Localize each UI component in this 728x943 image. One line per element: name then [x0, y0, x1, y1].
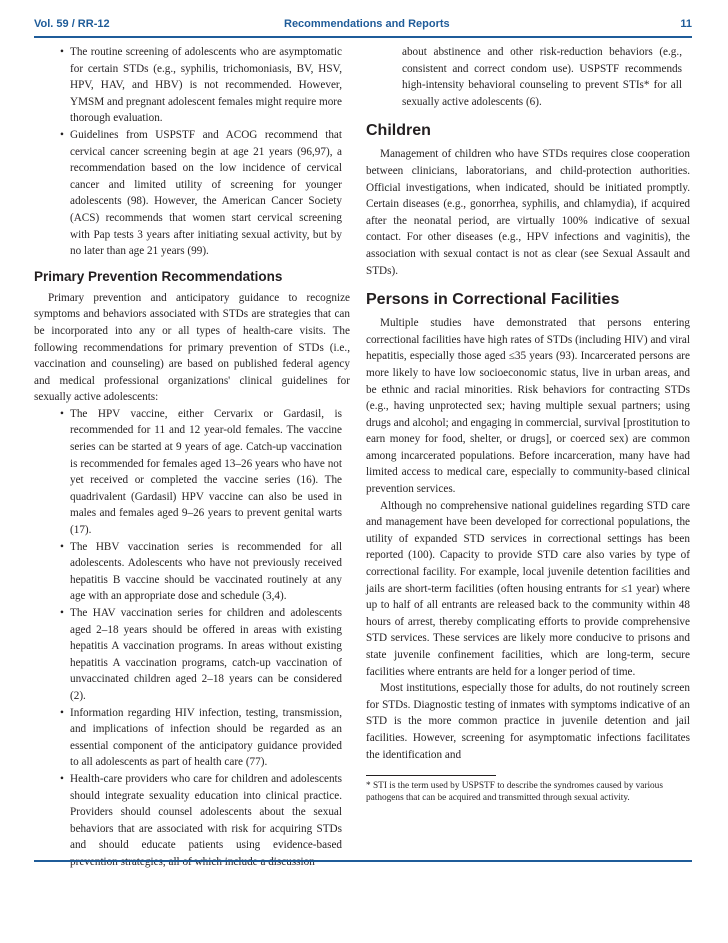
footnote-rule [366, 775, 496, 776]
correctional-paragraph-2: Although no comprehensive national guidelines regarding STD care and management have been developed for correctional populations, the utility of expanded STD services in correctional settings has been reported (100). Capacity to provide STD care also varies by type of correctional facility. For example, local juvenile detention facilities and jails are short-term facilities (often housing entrants for ≤1 year) where up to half of all entrants are released back to the community within 48 hours of arrest, thereby complicating efforts to provide comprehensive STD services. These services are likely more conducive to prisons and state juvenile confinement facilities, which are long-term, secure facilities where entrants are held for a longer period of time. [366, 499, 690, 678]
right-column [366, 44, 690, 804]
list-item: • The HPV vaccine, either Cervarix or Gardasil, is recommended for 11 and 12 year-old females. The vaccine series can be started at 9 years of age. Catch-up vaccination is recommended for females aged 13–26 years who have not yet received or completed the vaccine series (16). The quadrivalent (Gardasil) HPV vaccine can also be used in males and females aged 9–26 years to prevent genital warts (17). [34, 406, 350, 539]
list-item: • The HAV vaccination series for children and adolescents aged 2–18 years should be offered in areas with existing hepatitis A vaccination programs. In areas without existing hepatitis A vaccination programs, catch-up vaccination of unvaccinated children aged 2–18 years can be considered (2). [34, 605, 350, 705]
list-item: • Information regarding HIV infection, testing, transmission, and implications of infection should be regarded as an essential component of the anticipatory guidance provided to all adolescents as part of health care (77). [34, 705, 350, 771]
children-heading: Children [366, 122, 431, 140]
primary-prevention-intro: Primary prevention and anticipatory guidance to recognize symptoms and behaviors associated with STDs are strategies that can be incorporated into any or all types of health-care visits. The following recommendations for primary prevention of STDs (i.e., vaccination and counseling) are based on published federal agency and medical professional organizations' clinical guidelines for sexually active adolescents: [34, 291, 350, 404]
running-header [34, 14, 692, 34]
list-item: • Guidelines from USPSTF and ACOG recommend that cervical cancer screening begin at age 21 years (96,97), a recommendation based on the low incidence of cervical cancer and limited utility of screening for younger adolescents (98). However, the American Cancer Society (ACS) recommends that women start cervical screening with Pap tests 3 years after initiating sexual activity, but by no later than age 21 years (99). [34, 127, 350, 260]
children-paragraph: Management of children who have STDs requires close cooperation between clinicians, laboratorians, and child-protection authorities. Official investigations, when indicated, should be initiated promptly. Certain diseases (e.g., gonorrhea, syphilis, and chlamydia), if acquired after the neonatal period, are virtually 100% indicative of sexual contact. For other diseases (e.g., HPV infections and vaginitis), the association with sexual contact is not as clear (see Sexual Assault and STDs). [366, 148, 690, 277]
correctional-heading: Persons in Correctional Facilities [366, 291, 620, 309]
volume-label: Vol. 59 / RR-12 [34, 18, 110, 30]
list-item: • The HBV vaccination series is recommended for all adolescents. Adolescents who have not previously received hepatitis B vaccine should be vaccinated routinely at any age with an appropriate dose and schedule (3,4). [34, 539, 350, 605]
header-rule [34, 36, 692, 38]
bullet-continuation: about abstinence and other risk-reduction behaviors (e.g., consistent and correct condom use). USPSTF recommends high-intensity behavioral counseling to prevent STIs* for all sexually active adolescents (6). [402, 46, 682, 108]
page-number: 11 [680, 18, 692, 30]
journal-section-title: Recommendations and Reports [284, 18, 450, 30]
screening-bullets [34, 44, 350, 260]
correctional-paragraph-3: Most institutions, especially those for adults, do not routinely screen for STDs. Diagnostic testing of inmates with symptoms indicative of an STD is the more common practice in juvenile detention and jail facilities. However, screening for asymptomatic infections facilitates the identification and [366, 682, 690, 761]
left-column [34, 44, 350, 871]
list-item: • Health-care providers who care for children and adolescents should integrate sexuality education into clinical practice. Providers should counsel adolescents about the sexual behaviors that are associated with risk for acquiring STDs and should educate patients using evidence-based [34, 771, 350, 871]
footer-rule [34, 860, 692, 862]
primary-prevention-heading: Primary Prevention Recommendations [34, 268, 283, 284]
correctional-paragraph-1: Multiple studies have demonstrated that persons entering correctional facilities have high rates of STDs (including HIV) and viral hepatitis, especially those aged ≤35 years (93). Incarcerated persons are more likely to have low socioeconomic status, live in urban areas, and be ethnic and racial minorities. Risk behaviors for contracting STDs (e.g., having unprotected sex; having multiple sexual partners; using drugs and alcohol; and engaging in commercial, survival [prostitution to earn money for food, shelter, or drugs], or coerced sex) are common among incarcerated populations. Before incarceration, many have had limited access to medical care, especially to community-based clinical prevention services. [366, 317, 690, 496]
footnote: * STI is the term used by USPSTF to describe the syndromes caused by various pathogens that can be acquired and transmitted through sexual activity. [366, 781, 663, 804]
list-item: • The routine screening of adolescents who are asymptomatic for certain STDs (e.g., syphilis, trichomoniasis, BV, HSV, HPV, HAV, and HBV) is not recommended. However, YMSM and pregnant adolescent females might require more thorough evaluation. [34, 44, 350, 127]
prevention-bullets [34, 406, 350, 871]
